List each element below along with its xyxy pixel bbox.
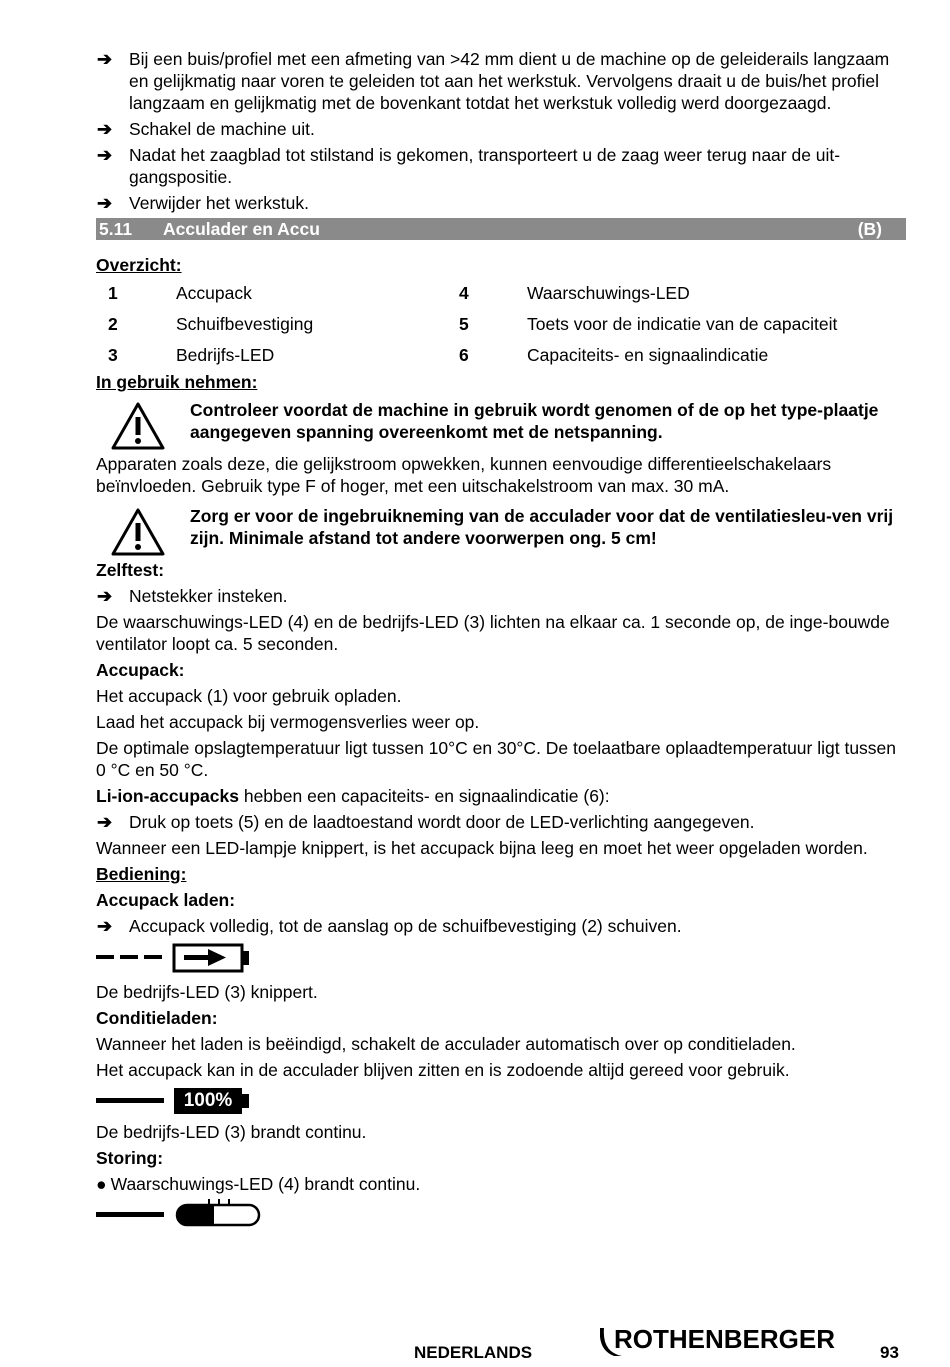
conditioning-heading: Conditieladen: xyxy=(96,1008,218,1028)
footer-language: NEDERLANDS xyxy=(414,1343,533,1362)
battery-terminal xyxy=(242,1094,249,1108)
step-item: ➔ Verwijder het werkstuk. xyxy=(97,193,309,213)
step-item: ➔ Schakel de machine uit. xyxy=(97,119,315,139)
intro-steps xyxy=(96,48,906,214)
step-item: ➔ Netstekker insteken. xyxy=(97,586,288,606)
charging-symbol xyxy=(96,941,906,977)
right-arrow-icon: ➔ xyxy=(97,145,113,165)
accupack-heading: Accupack: xyxy=(96,660,185,680)
full-battery-symbol xyxy=(96,1085,906,1117)
step-item: ➔ Bij een buis/profiel met een afmeting van >42 mm dient u de machine op de geleiderails langzaam en gelijkmatig naar voren te geleiden tot aan het werkstuk. Vervolgens draait u de buis/het profiel langzaam en gelijkmatig met de bovenkant totdat het werkstuk volledig werd doorgezaagd. xyxy=(97,49,890,113)
paragraph: De optimale opslagtemperatuur ligt tussen 10°C en 30°C. De toelaatbare oplaadtemperatuur ligt tussen 0 °C en 50 °C. xyxy=(96,738,897,780)
paragraph: Apparaten zoals deze, die gelijkstroom opwekken, kunnen eenvoudige differentieelschakelaars beïnvloeden. Gebruik type F of hoger, met een uitschakelstroom van max. 30 mA. xyxy=(96,454,832,496)
svg-text:ROTHENBERGER: ROTHENBERGER xyxy=(614,1324,836,1354)
battery-fault-icon xyxy=(96,1199,266,1229)
right-arrow-icon: ➔ xyxy=(97,916,113,936)
table-row: 2 Schuifbevestiging 5 Toets voor de indicatie van de capaciteit xyxy=(108,314,838,334)
paragraph: Wanneer een LED-lampje knippert, is het accupack bijna leeg en moet het weer opgeladen worden. xyxy=(96,838,868,858)
table-row: 3 Bedrijfs-LED 6 Capaciteits- en signaalindicatie xyxy=(108,345,769,365)
section-ref: (B) xyxy=(857,219,882,239)
paragraph: De waarschuwings-LED (4) en de bedrijfs-LED (3) lichten na elkaar ca. 1 seconde op, de inge-bouwde ventilator loopt ca. 5 seconden. xyxy=(96,612,890,654)
battery-full-icon: 100% xyxy=(174,1088,242,1114)
paragraph: Li-ion-accupacks hebben een capaciteits- en signaalindicatie (6): xyxy=(96,786,610,806)
rothenberger-logo xyxy=(600,1322,850,1362)
bullet-icon: ● xyxy=(96,1174,107,1194)
section-title: Acculader en Accu xyxy=(163,219,320,239)
paragraph: Wanneer het laden is beëindigd, schakelt de acculader automatisch over op conditieladen. xyxy=(96,1034,796,1054)
document-page xyxy=(96,48,906,1233)
paragraph: Het accupack (1) voor gebruik opladen. xyxy=(96,686,402,706)
right-arrow-icon: ➔ xyxy=(97,193,113,213)
brand-logo xyxy=(600,1322,850,1367)
right-arrow-icon: ➔ xyxy=(97,586,113,606)
operation-heading: Bediening: xyxy=(96,864,187,884)
table-row: 1 Accupack 4 Waarschuwings-LED xyxy=(108,283,690,303)
selftest-heading: Zelftest: xyxy=(96,560,165,580)
paragraph: De bedrijfs-LED (3) brandt continu. xyxy=(96,1122,367,1142)
battery-charging-icon xyxy=(96,941,256,975)
right-arrow-icon: ➔ xyxy=(97,119,113,139)
paragraph: Het accupack kan in de acculader blijven zitten en is zodoende altijd gereed voor gebruik. xyxy=(96,1060,790,1080)
overview-heading: Overzicht: xyxy=(96,255,182,275)
solid-line xyxy=(96,1098,164,1103)
right-arrow-icon: ➔ xyxy=(97,812,113,832)
step-item: ➔ Accupack volledig, tot de aanslag op de schuifbevestiging (2) schuiven. xyxy=(97,916,682,936)
warning-block: Zorg er voor de ingebruikneming van de acculader voor dat de ventilatiesleu-ven vrij zijn. Minimale afstand tot andere voorwerpen ong. 5 cm! xyxy=(96,505,906,557)
warning-triangle-icon xyxy=(110,401,166,451)
paragraph: Laad het accupack bij vermogensverlies weer op. xyxy=(96,712,480,732)
warning-block: Controleer voordat de machine in gebruik wordt genomen of de op het type-plaatje aangegeven spanning overeenkomt met de netspanning. xyxy=(96,399,906,451)
paragraph: De bedrijfs-LED (3) knippert. xyxy=(96,982,318,1002)
step-item: ➔ Nadat het zaagblad tot stilstand is gekomen, transporteert u de zaag weer terug naar de uit-gangspositie. xyxy=(97,145,841,187)
section-header xyxy=(96,218,906,240)
warning-triangle-icon xyxy=(110,507,166,557)
step-item: ➔ Druk op toets (5) en de laadtoestand wordt door de LED-verlichting aangegeven. xyxy=(97,812,755,832)
fault-heading: Storing: xyxy=(96,1148,164,1168)
commissioning-heading: In gebruik nehmen: xyxy=(96,372,258,392)
right-arrow-icon: ➔ xyxy=(97,49,113,69)
list-item: ● Waarschuwings-LED (4) brandt continu. xyxy=(96,1174,421,1194)
section-number: 5.11 xyxy=(99,219,133,239)
charge-heading: Accupack laden: xyxy=(96,890,236,910)
page-number: 93 xyxy=(880,1343,899,1362)
overview-table xyxy=(108,282,837,375)
fault-symbol xyxy=(96,1199,906,1229)
